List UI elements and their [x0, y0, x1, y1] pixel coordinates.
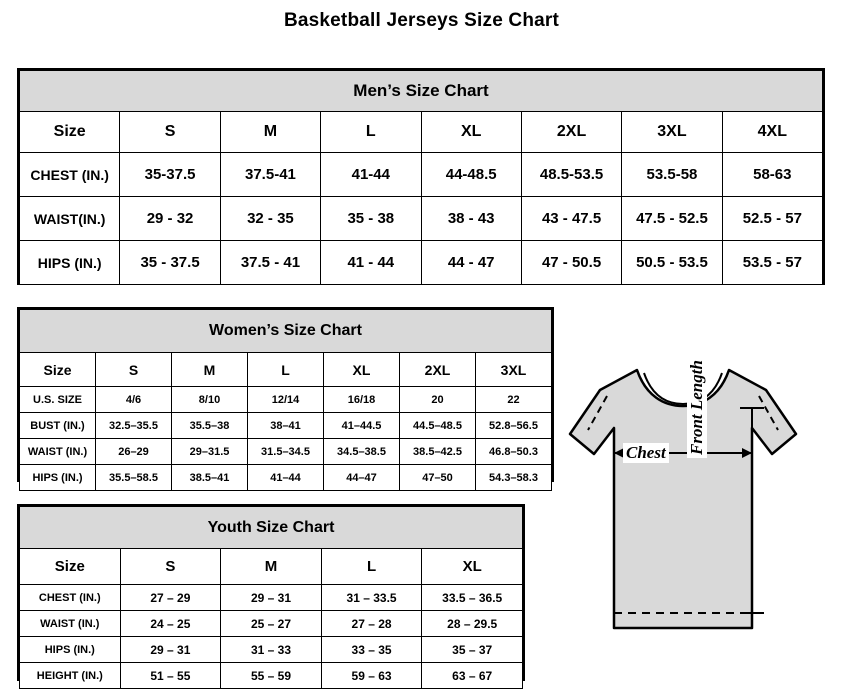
cell-waist-m: 32 - 35	[220, 197, 320, 241]
cell-chest-m: 37.5-41	[220, 153, 320, 197]
womens-chart-caption: Women’s Size Chart	[20, 310, 552, 353]
table-caption-row	[20, 310, 552, 353]
cell-hips-xl: 35 – 37	[422, 637, 523, 663]
cell-bust-m: 35.5–38	[172, 413, 248, 439]
cell-chest-xl: 33.5 – 36.5	[422, 585, 523, 611]
cell-ussize-s: 4/6	[96, 387, 172, 413]
cell-ussize-2xl: 20	[400, 387, 476, 413]
cell-height-s: 51 – 55	[120, 663, 221, 689]
cell-hips-l: 41–44	[248, 465, 324, 491]
row-label-waist: WAIST(IN.)	[20, 197, 120, 241]
col-header-l: L	[321, 112, 421, 153]
table-header-row	[20, 353, 552, 387]
col-header-size: Size	[20, 353, 96, 387]
cell-hips-m: 31 – 33	[221, 637, 322, 663]
jersey-measurement-diagram	[552, 348, 832, 678]
table-header-row	[20, 112, 823, 153]
cell-waist-l: 27 – 28	[321, 611, 422, 637]
col-header-l: L	[248, 353, 324, 387]
cell-hips-2xl: 47 - 50.5	[521, 241, 621, 285]
cell-height-l: 59 – 63	[321, 663, 422, 689]
chest-measure-label: Chest	[623, 443, 669, 463]
col-header-2xl: 2XL	[521, 112, 621, 153]
col-header-s: S	[120, 549, 221, 585]
table-row	[20, 663, 523, 689]
table-row	[20, 465, 552, 491]
row-label-hips: HIPS (IN.)	[20, 637, 121, 663]
cell-waist-3xl: 47.5 - 52.5	[622, 197, 722, 241]
cell-hips-l: 33 – 35	[321, 637, 422, 663]
col-header-xl: XL	[421, 112, 521, 153]
cell-chest-l: 31 – 33.5	[321, 585, 422, 611]
page-title: Basketball Jerseys Size Chart	[283, 10, 560, 31]
cell-waist-2xl: 43 - 47.5	[521, 197, 621, 241]
cell-waist-l: 31.5–34.5	[248, 439, 324, 465]
table-row	[20, 439, 552, 465]
table-row	[20, 387, 552, 413]
cell-chest-3xl: 53.5-58	[622, 153, 722, 197]
cell-chest-s: 27 – 29	[120, 585, 221, 611]
table-row	[20, 197, 823, 241]
cell-waist-xl: 34.5–38.5	[324, 439, 400, 465]
col-header-xl: XL	[422, 549, 523, 585]
cell-hips-m: 38.5–41	[172, 465, 248, 491]
col-header-m: M	[220, 112, 320, 153]
col-header-l: L	[321, 549, 422, 585]
col-header-m: M	[221, 549, 322, 585]
table-row	[20, 637, 523, 663]
womens-size-table	[19, 309, 552, 491]
cell-hips-4xl: 53.5 - 57	[722, 241, 822, 285]
front-length-measure-label: Front Length	[687, 357, 707, 458]
cell-hips-s: 29 – 31	[120, 637, 221, 663]
cell-waist-xl: 38 - 43	[421, 197, 521, 241]
cell-waist-3xl: 46.8–50.3	[476, 439, 552, 465]
cell-bust-xl: 41–44.5	[324, 413, 400, 439]
cell-waist-2xl: 38.5–42.5	[400, 439, 476, 465]
cell-chest-m: 29 – 31	[221, 585, 322, 611]
cell-waist-s: 26–29	[96, 439, 172, 465]
row-label-chest: CHEST (IN.)	[20, 585, 121, 611]
cell-waist-l: 35 - 38	[321, 197, 421, 241]
cell-waist-s: 24 – 25	[120, 611, 221, 637]
table-row	[20, 585, 523, 611]
table-row	[20, 413, 552, 439]
row-label-waist: WAIST (IN.)	[20, 439, 96, 465]
table-header-row	[20, 549, 523, 585]
cell-waist-s: 29 - 32	[120, 197, 220, 241]
table-caption-row	[20, 71, 823, 112]
row-label-bust: BUST (IN.)	[20, 413, 96, 439]
row-label-hips: HIPS (IN.)	[20, 465, 96, 491]
cell-ussize-l: 12/14	[248, 387, 324, 413]
table-caption-row	[20, 507, 523, 549]
col-header-m: M	[172, 353, 248, 387]
col-header-xl: XL	[324, 353, 400, 387]
cell-hips-s: 35 - 37.5	[120, 241, 220, 285]
table-row	[20, 611, 523, 637]
cell-hips-m: 37.5 - 41	[220, 241, 320, 285]
row-label-waist: WAIST (IN.)	[20, 611, 121, 637]
cell-chest-l: 41-44	[321, 153, 421, 197]
cell-chest-2xl: 48.5-53.5	[521, 153, 621, 197]
cell-bust-3xl: 52.8–56.5	[476, 413, 552, 439]
cell-chest-4xl: 58-63	[722, 153, 822, 197]
cell-ussize-xl: 16/18	[324, 387, 400, 413]
col-header-2xl: 2XL	[400, 353, 476, 387]
mens-size-chart	[17, 68, 825, 285]
cell-hips-3xl: 50.5 - 53.5	[622, 241, 722, 285]
table-row	[20, 241, 823, 285]
table-row	[20, 153, 823, 197]
cell-hips-3xl: 54.3–58.3	[476, 465, 552, 491]
col-header-s: S	[120, 112, 220, 153]
row-label-chest: CHEST (IN.)	[20, 153, 120, 197]
col-header-s: S	[96, 353, 172, 387]
cell-hips-xl: 44 - 47	[421, 241, 521, 285]
cell-hips-xl: 44–47	[324, 465, 400, 491]
cell-height-xl: 63 – 67	[422, 663, 523, 689]
cell-height-m: 55 – 59	[221, 663, 322, 689]
row-label-us-size: U.S. SIZE	[20, 387, 96, 413]
cell-bust-s: 32.5–35.5	[96, 413, 172, 439]
cell-hips-l: 41 - 44	[321, 241, 421, 285]
cell-bust-2xl: 44.5–48.5	[400, 413, 476, 439]
cell-chest-xl: 44-48.5	[421, 153, 521, 197]
row-label-hips: HIPS (IN.)	[20, 241, 120, 285]
youth-size-chart	[17, 504, 525, 681]
womens-size-chart	[17, 307, 554, 482]
cell-bust-l: 38–41	[248, 413, 324, 439]
mens-size-table	[19, 70, 823, 285]
col-header-size: Size	[20, 112, 120, 153]
mens-chart-caption: Men’s Size Chart	[20, 71, 823, 112]
col-header-4xl: 4XL	[722, 112, 822, 153]
cell-waist-xl: 28 – 29.5	[422, 611, 523, 637]
youth-chart-caption: Youth Size Chart	[20, 507, 523, 549]
cell-waist-4xl: 52.5 - 57	[722, 197, 822, 241]
col-header-3xl: 3XL	[622, 112, 722, 153]
cell-waist-m: 29–31.5	[172, 439, 248, 465]
cell-hips-s: 35.5–58.5	[96, 465, 172, 491]
col-header-3xl: 3XL	[476, 353, 552, 387]
cell-ussize-3xl: 22	[476, 387, 552, 413]
row-label-height: HEIGHT (IN.)	[20, 663, 121, 689]
cell-waist-m: 25 – 27	[221, 611, 322, 637]
cell-ussize-m: 8/10	[172, 387, 248, 413]
cell-hips-2xl: 47–50	[400, 465, 476, 491]
col-header-size: Size	[20, 549, 121, 585]
cell-chest-s: 35-37.5	[120, 153, 220, 197]
youth-size-table	[19, 506, 523, 689]
